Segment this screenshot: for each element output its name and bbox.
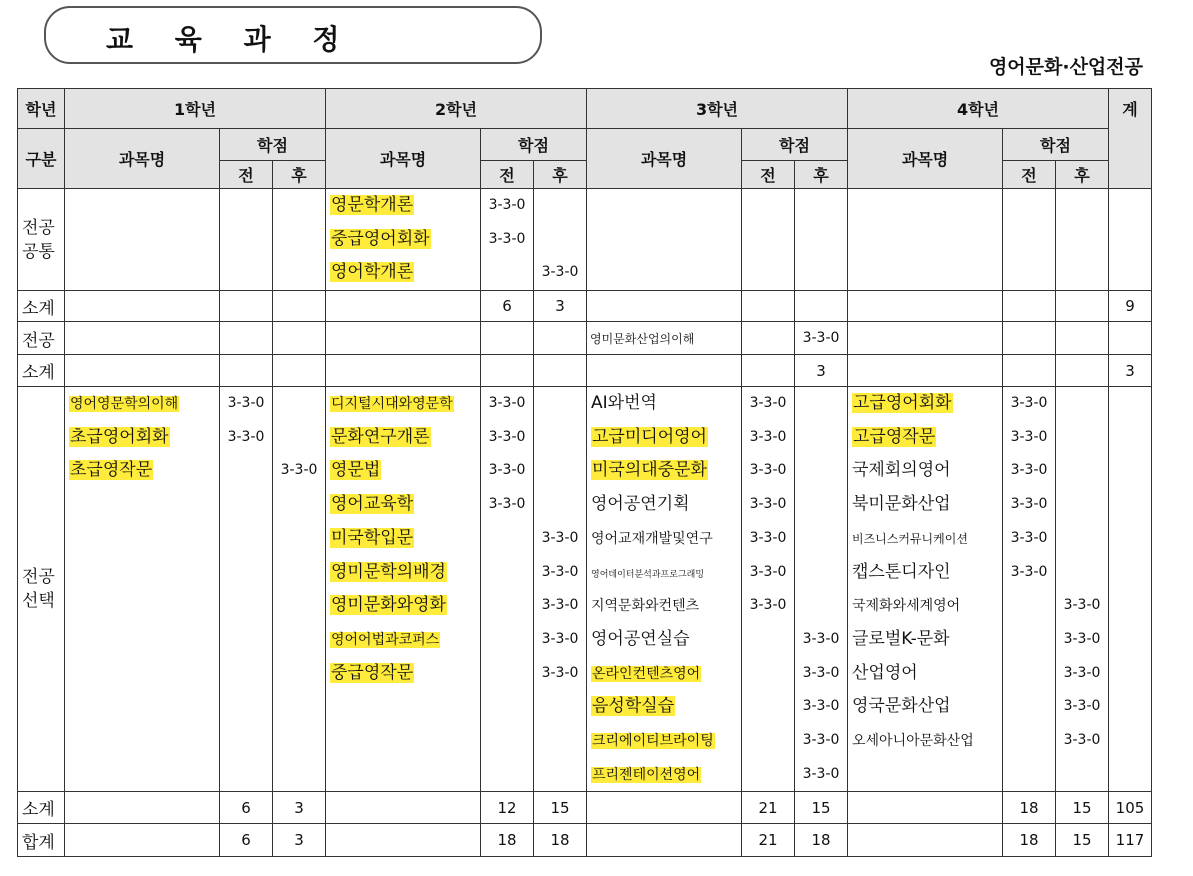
credit-row <box>1003 556 1055 590</box>
credit-value: 3-3-0 <box>1010 563 1048 580</box>
credit-value: 3-3-0 <box>541 529 579 546</box>
department-name: 영어문화·산업전공 <box>988 56 1143 78</box>
credit-row <box>273 421 325 455</box>
credit-row <box>1056 623 1108 657</box>
credit-row <box>1056 421 1108 455</box>
subtotal-major-total: 3 <box>1109 355 1152 387</box>
credit-header-y2: 학점 <box>481 129 587 161</box>
credit-row <box>481 421 533 455</box>
course-row <box>848 724 1002 758</box>
course-row <box>587 690 741 724</box>
credit-row <box>534 623 586 657</box>
credit-header-y1: 학점 <box>220 129 326 161</box>
credit-row <box>534 256 586 290</box>
course-name: 영어교재개발및연구 <box>591 530 713 547</box>
course-row <box>326 421 480 455</box>
elective-y2-first <box>481 387 534 792</box>
credit-row <box>481 623 533 657</box>
credit-row <box>481 556 533 590</box>
subtotal-elective-total: 105 <box>1109 792 1152 824</box>
course-name: 영어교육학 <box>331 494 414 515</box>
credit-value: 3-3-0 <box>749 462 787 479</box>
second-sem-y1: 후 <box>273 161 326 189</box>
course-name: 고급영작문 <box>853 426 936 447</box>
elective-y4-first <box>1003 387 1056 792</box>
credit-row <box>742 690 794 724</box>
credit-row <box>742 421 794 455</box>
course-name: 국제화와세계영어 <box>852 598 961 615</box>
course-row <box>587 589 741 623</box>
credit-row <box>742 556 794 590</box>
credit-row <box>1003 387 1055 421</box>
credit-row <box>742 454 794 488</box>
elective-y1-first <box>220 387 273 792</box>
course-name: 영어데이터분석과프로그래밍 <box>591 569 705 580</box>
course-name: 영미문학의배경 <box>331 561 446 582</box>
credit-row <box>1003 657 1055 691</box>
course-name: 문화연구개론 <box>331 426 430 447</box>
course-row <box>587 454 741 488</box>
subtotal-elective-y1-first: 6 <box>220 792 273 824</box>
first-sem-y3: 전 <box>742 161 795 189</box>
credit-value: 3-3-0 <box>541 264 579 281</box>
elective-y4-names <box>848 387 1003 792</box>
credit-row <box>795 556 847 590</box>
elective-y1-second <box>273 387 326 792</box>
credit-row <box>481 657 533 691</box>
course-name: 산업영어 <box>852 662 918 683</box>
year-header-label: 학년 <box>18 89 65 129</box>
course-row <box>848 454 1002 488</box>
course-name: 고급영어회화 <box>853 393 952 414</box>
credit-row <box>742 657 794 691</box>
course-name: 캡스톤디자인 <box>852 561 951 582</box>
credit-row <box>534 454 586 488</box>
credit-value: 3-3-0 <box>541 630 579 647</box>
credit-row <box>481 488 533 522</box>
credit-row <box>1003 690 1055 724</box>
course-row <box>326 189 480 223</box>
credit-value: 3-3-0 <box>280 462 318 479</box>
course-name: 음성학실습 <box>592 696 675 717</box>
subtotal-label-major: 소계 <box>18 355 65 387</box>
credit-row <box>1003 421 1055 455</box>
grand-total-label: 합계 <box>18 824 65 857</box>
credit-value: 3-3-0 <box>1063 664 1101 681</box>
course-name: 영어영문학의이해 <box>70 396 179 413</box>
curriculum-table <box>17 88 1152 857</box>
credit-row <box>742 488 794 522</box>
elective-y4-second <box>1056 387 1109 792</box>
course-name: 미국의대중문화 <box>592 460 707 481</box>
course-row <box>848 690 1002 724</box>
credit-row <box>795 522 847 556</box>
grand-y2-second: 18 <box>534 824 587 857</box>
credit-value: 3-3-0 <box>488 230 526 247</box>
subtotal-label-common: 소계 <box>18 291 65 322</box>
course-row <box>326 488 480 522</box>
course-row <box>326 522 480 556</box>
page-title: 교 육 과 정 <box>106 23 356 56</box>
course-name: 북미문화산업 <box>852 494 951 515</box>
credit-row <box>1056 690 1108 724</box>
credit-row <box>481 223 533 257</box>
credit-row <box>1056 589 1108 623</box>
elective-y1-names <box>65 387 220 792</box>
course-name: 크리에이티브라이팅 <box>592 732 714 749</box>
subtotal-elective-y2-first: 12 <box>481 792 534 824</box>
credit-row <box>481 189 533 223</box>
credit-row <box>795 758 847 792</box>
year-1-header: 1학년 <box>65 89 326 129</box>
credit-value: 3-3-0 <box>749 496 787 513</box>
course-row <box>326 657 480 691</box>
course-name: 영어학개론 <box>331 262 414 283</box>
course-name: 초급영어회화 <box>70 426 169 447</box>
credit-row <box>1003 623 1055 657</box>
subtotal-major-y3-second: 3 <box>795 355 848 387</box>
course-row <box>326 556 480 590</box>
subtotal-elective-y4-second: 15 <box>1056 792 1109 824</box>
first-sem-y2: 전 <box>481 161 534 189</box>
course-row <box>587 623 741 657</box>
credit-row <box>481 256 533 290</box>
course-name: 영문법 <box>331 460 381 481</box>
credit-row <box>481 454 533 488</box>
course-name: 온라인컨텐츠영어 <box>592 665 701 682</box>
course-row <box>587 758 741 792</box>
course-row <box>587 657 741 691</box>
course-name: 중급영어회화 <box>331 228 430 249</box>
credit-row <box>534 223 586 257</box>
credit-row <box>481 589 533 623</box>
course-row <box>587 522 741 556</box>
year-2-header: 2학년 <box>326 89 587 129</box>
credit-row <box>534 589 586 623</box>
credit-row <box>534 556 586 590</box>
course-name: 영미문화산업의이해 <box>590 331 695 346</box>
credit-row <box>1056 454 1108 488</box>
credit-value: 3-3-0 <box>488 197 526 213</box>
credit-value: 3-3-0 <box>1063 630 1101 647</box>
credit-row <box>742 623 794 657</box>
elective-y3-second <box>795 387 848 792</box>
credit-row <box>534 488 586 522</box>
credit-row <box>742 758 794 792</box>
section-label-major: 전공 <box>18 322 65 355</box>
grand-total: 117 <box>1109 824 1152 857</box>
major-y3-name <box>587 322 742 355</box>
course-name: 초급영작문 <box>70 460 153 481</box>
grand-y1-second: 3 <box>273 824 326 857</box>
credit-value: 3-3-0 <box>1010 462 1048 479</box>
credit-row <box>795 657 847 691</box>
course-row <box>326 589 480 623</box>
course-name: 영문학개론 <box>331 195 414 215</box>
grand-y1-first: 6 <box>220 824 273 857</box>
credit-value: 3-3-0 <box>488 395 526 412</box>
common-y2-second <box>534 189 587 291</box>
credit-row <box>273 387 325 421</box>
credit-row <box>220 454 272 488</box>
credit-row <box>742 589 794 623</box>
credit-value: 3-3-0 <box>802 731 840 748</box>
course-row <box>848 556 1002 590</box>
credit-row <box>795 724 847 758</box>
first-sem-y1: 전 <box>220 161 273 189</box>
elective-y2-names <box>326 387 481 792</box>
grand-y4-second: 15 <box>1056 824 1109 857</box>
credit-row <box>795 488 847 522</box>
credit-row <box>1003 724 1055 758</box>
credit-row <box>1003 488 1055 522</box>
course-row <box>848 488 1002 522</box>
div-header-label: 구분 <box>18 129 65 189</box>
course-name: 영미문화와영화 <box>331 595 446 616</box>
course-name: AI와번역 <box>591 393 657 414</box>
credit-value: 3-3-0 <box>541 563 579 580</box>
course-row <box>587 724 741 758</box>
common-y2-first <box>481 189 534 291</box>
credit-value: 3-3-0 <box>1063 731 1101 748</box>
credit-value: 3-3-0 <box>1010 496 1048 513</box>
credit-row <box>1056 657 1108 691</box>
credit-row <box>481 522 533 556</box>
credit-row <box>273 454 325 488</box>
credit-row <box>1003 522 1055 556</box>
credit-row <box>534 522 586 556</box>
credit-row <box>534 189 586 223</box>
credit-value: 3-3-0 <box>802 630 840 647</box>
credit-row <box>1003 454 1055 488</box>
course-row <box>587 387 741 421</box>
credit-value: 3-3-0 <box>1063 597 1101 614</box>
section-label-elective: 전공 선택 <box>18 387 65 792</box>
credit-value: 3-3-0 <box>749 428 787 445</box>
course-name: 국제회의영어 <box>852 460 951 481</box>
credit-header-y3: 학점 <box>742 129 848 161</box>
credit-value: 3-3-0 <box>1063 698 1101 715</box>
credit-row <box>795 589 847 623</box>
subtotal-elective-y4-first: 18 <box>1003 792 1056 824</box>
credit-row <box>481 387 533 421</box>
credit-row <box>795 690 847 724</box>
course-name: 영어공연실습 <box>591 628 690 649</box>
credit-row <box>1003 589 1055 623</box>
course-row <box>326 387 480 421</box>
credit-row <box>742 522 794 556</box>
course-header-y2: 과목명 <box>326 129 481 189</box>
course-row <box>326 223 480 257</box>
course-name: 비즈니스커뮤니케이션 <box>852 531 968 546</box>
course-name: 영어어법과코퍼스 <box>331 631 440 648</box>
subtotal-elective-y1-second: 3 <box>273 792 326 824</box>
first-sem-y4: 전 <box>1003 161 1056 189</box>
course-row <box>326 256 480 290</box>
subtotal-common-y2-first: 6 <box>481 291 534 322</box>
grand-y3-second: 18 <box>795 824 848 857</box>
credit-value: 3-3-0 <box>488 462 526 479</box>
course-name: 오세아니아문화산업 <box>852 732 974 749</box>
credit-value: 3-3-0 <box>541 597 579 614</box>
course-name: 디지털시대와영문학 <box>331 396 453 413</box>
course-row <box>848 589 1002 623</box>
grand-y4-first: 18 <box>1003 824 1056 857</box>
credit-value: 3-3-0 <box>1010 428 1048 445</box>
credit-value: 3-3-0 <box>1010 395 1048 412</box>
course-row <box>65 421 219 455</box>
elective-y3-names <box>587 387 742 792</box>
subtotal-elective-y2-second: 15 <box>534 792 587 824</box>
credit-value: 3-3-0 <box>541 664 579 681</box>
credit-header-y4: 학점 <box>1003 129 1109 161</box>
course-row <box>848 657 1002 691</box>
credit-row <box>220 421 272 455</box>
grand-y3-first: 21 <box>742 824 795 857</box>
credit-value: 3-3-0 <box>749 563 787 580</box>
common-y1-names <box>65 189 220 291</box>
course-row <box>848 387 1002 421</box>
course-header-y3: 과목명 <box>587 129 742 189</box>
course-name: 중급영작문 <box>331 662 414 683</box>
credit-value: 3-3-0 <box>1010 529 1048 546</box>
course-row <box>326 454 480 488</box>
credit-value: 3-3-0 <box>802 698 840 715</box>
course-row <box>65 387 219 421</box>
elective-y3-first <box>742 387 795 792</box>
course-name: 영국문화산업 <box>852 696 951 717</box>
course-row <box>326 623 480 657</box>
course-name: 영어공연기획 <box>591 494 690 515</box>
section-label-common: 전공 공통 <box>18 189 65 291</box>
second-sem-y2: 후 <box>534 161 587 189</box>
subtotal-label-elective: 소계 <box>18 792 65 824</box>
grand-y2-first: 18 <box>481 824 534 857</box>
credit-row <box>1056 724 1108 758</box>
credit-row <box>534 421 586 455</box>
subtotal-elective-y3-second: 15 <box>795 792 848 824</box>
subtotal-common-total: 9 <box>1109 291 1152 322</box>
course-name: 고급미디어영어 <box>592 426 707 447</box>
credit-row <box>742 724 794 758</box>
credit-value: 3-3-0 <box>227 395 265 412</box>
credit-value: 3-3-0 <box>488 428 526 445</box>
course-name: 글로벌K-문화 <box>852 628 950 649</box>
elective-y2-second <box>534 387 587 792</box>
course-row <box>848 421 1002 455</box>
credit-row <box>1056 387 1108 421</box>
credit-value: 3-3-0 <box>802 664 840 681</box>
year-3-header: 3학년 <box>587 89 848 129</box>
second-sem-y3: 후 <box>795 161 848 189</box>
course-row <box>848 522 1002 556</box>
credit-row <box>1056 556 1108 590</box>
credit-row <box>795 387 847 421</box>
subtotal-elective-y3-first: 21 <box>742 792 795 824</box>
course-row <box>848 623 1002 657</box>
course-name: 지역문화와컨텐츠 <box>591 598 700 615</box>
major-y3-second: 3-3-0 <box>795 322 848 355</box>
credit-value: 3-3-0 <box>227 428 265 445</box>
title-box <box>44 6 542 64</box>
credit-value: 3-3-0 <box>749 597 787 614</box>
course-row <box>587 556 741 590</box>
credit-value: 3-3-0 <box>749 395 787 412</box>
course-name: 프리젠테이션영어 <box>592 766 701 783</box>
credit-row <box>1056 488 1108 522</box>
course-row <box>587 421 741 455</box>
credit-row <box>220 387 272 421</box>
second-sem-y4: 후 <box>1056 161 1109 189</box>
credit-row <box>795 623 847 657</box>
credit-row <box>534 657 586 691</box>
common-y2-names <box>326 189 481 291</box>
credit-value: 3-3-0 <box>749 529 787 546</box>
course-row <box>587 488 741 522</box>
credit-row <box>742 387 794 421</box>
total-header: 계 <box>1109 89 1152 189</box>
credit-row <box>534 387 586 421</box>
credit-row <box>795 421 847 455</box>
credit-row <box>1056 522 1108 556</box>
course-name: 미국학입문 <box>331 527 414 548</box>
course-row <box>65 454 219 488</box>
year-4-header: 4학년 <box>848 89 1109 129</box>
course-header-y1: 과목명 <box>65 129 220 189</box>
course-header-y4: 과목명 <box>848 129 1003 189</box>
subtotal-common-y2-second: 3 <box>534 291 587 322</box>
credit-row <box>795 454 847 488</box>
credit-value: 3-3-0 <box>802 765 840 782</box>
credit-value: 3-3-0 <box>488 496 526 513</box>
